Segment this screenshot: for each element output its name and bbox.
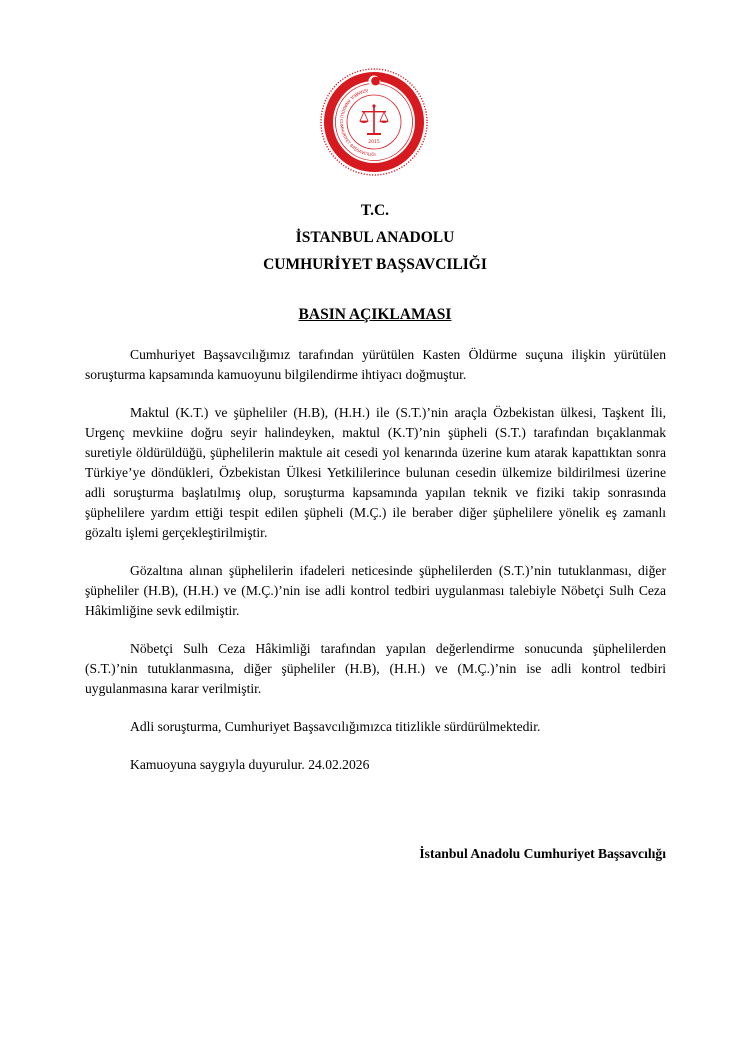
document-title: BASIN AÇIKLAMASI: [298, 306, 452, 323]
seal-year: 2015: [368, 140, 380, 145]
header-line-office: CUMHURİYET BAŞSAVCILIĞI: [263, 256, 487, 273]
paragraph: Gözaltına alınan şüphelilerin ifadeleri neticesinde şüphelilerden (S.T.)’nin tutuklanması, diğer şüpheliler (H.B), (H.H.) ve (M.Ç.)’nin ise adli kontrol tedbiri uygulanması talebiyle Nöbetçi Sulh Ceza Hâkimliğine sevk edilmiştir.: [85, 563, 666, 618]
paragraph: Maktul (K.T.) ve şüpheliler (H.B), (H.H.) ile (S.T.)’nin araçla Özbekistan ülkesi, Taşkent İli, Urgenç mevkiine doğru seyir halindeyken, maktul (K.T)’nin şüpheli (S.T.) tarafından bıçaklanmak suretiyle öldürüldüğü, şüphelilerin maktule ait cesedi yol kenarında üzerine kum atarak kapattıktan sonra Türkiye’ye döndükleri, Özbekistan Ülkesi Yetkililerince bulunan cesedin ülkemize bildirilmesi üzerine adli soruşturma başlatılmış olup, soruşturma kapsamında yapılan teknik ve fiziki takip sonrasında şüphelilere yardım ettiği tespit edilen şüpheli (M.Ç.) ile beraber diğer şüphelilere yönelik eş zamanlı gözaltı işlemi gerçekleştirilmiştir.: [85, 405, 666, 540]
header-line-city: İSTANBUL ANADOLU: [295, 229, 455, 246]
paragraph: Kamuoyuna saygıyla duyurulur. 24.02.2026: [130, 757, 370, 772]
paragraph: Nöbetçi Sulh Ceza Hâkimliği tarafından yapılan değerlendirme sonucunda şüphelilerden (S.T.)’nin tutuklanmasına, diğer şüpheliler (H.B), (H.H.) ve (M.Ç.)’nin ise adli kontrol tedbiri uygulanmasına karar verilmiştir.: [85, 641, 666, 696]
document-header: [0, 197, 750, 278]
document-body: [85, 345, 666, 793]
prosecutor-office-seal: [319, 67, 429, 177]
header-line-tc: T.C.: [360, 202, 390, 219]
paragraph: Adli soruşturma, Cumhuriyet Başsavcılığımızca titizlikle sürdürülmektedir.: [130, 719, 541, 734]
signature: İstanbul Anadolu Cumhuriyet Başsavcılığı: [419, 846, 666, 861]
paragraph: Cumhuriyet Başsavcılığımız tarafından yürütülen Kasten Öldürme suçuna ilişkin yürütülen soruşturma kapsamında kamuoyunu bilgilendirme ihtiyacı doğmuştur.: [85, 347, 666, 382]
seal-ring-text: İSTANBUL ANADOLU CUMHURİYET BAŞSAVCILIĞI: [338, 87, 376, 158]
